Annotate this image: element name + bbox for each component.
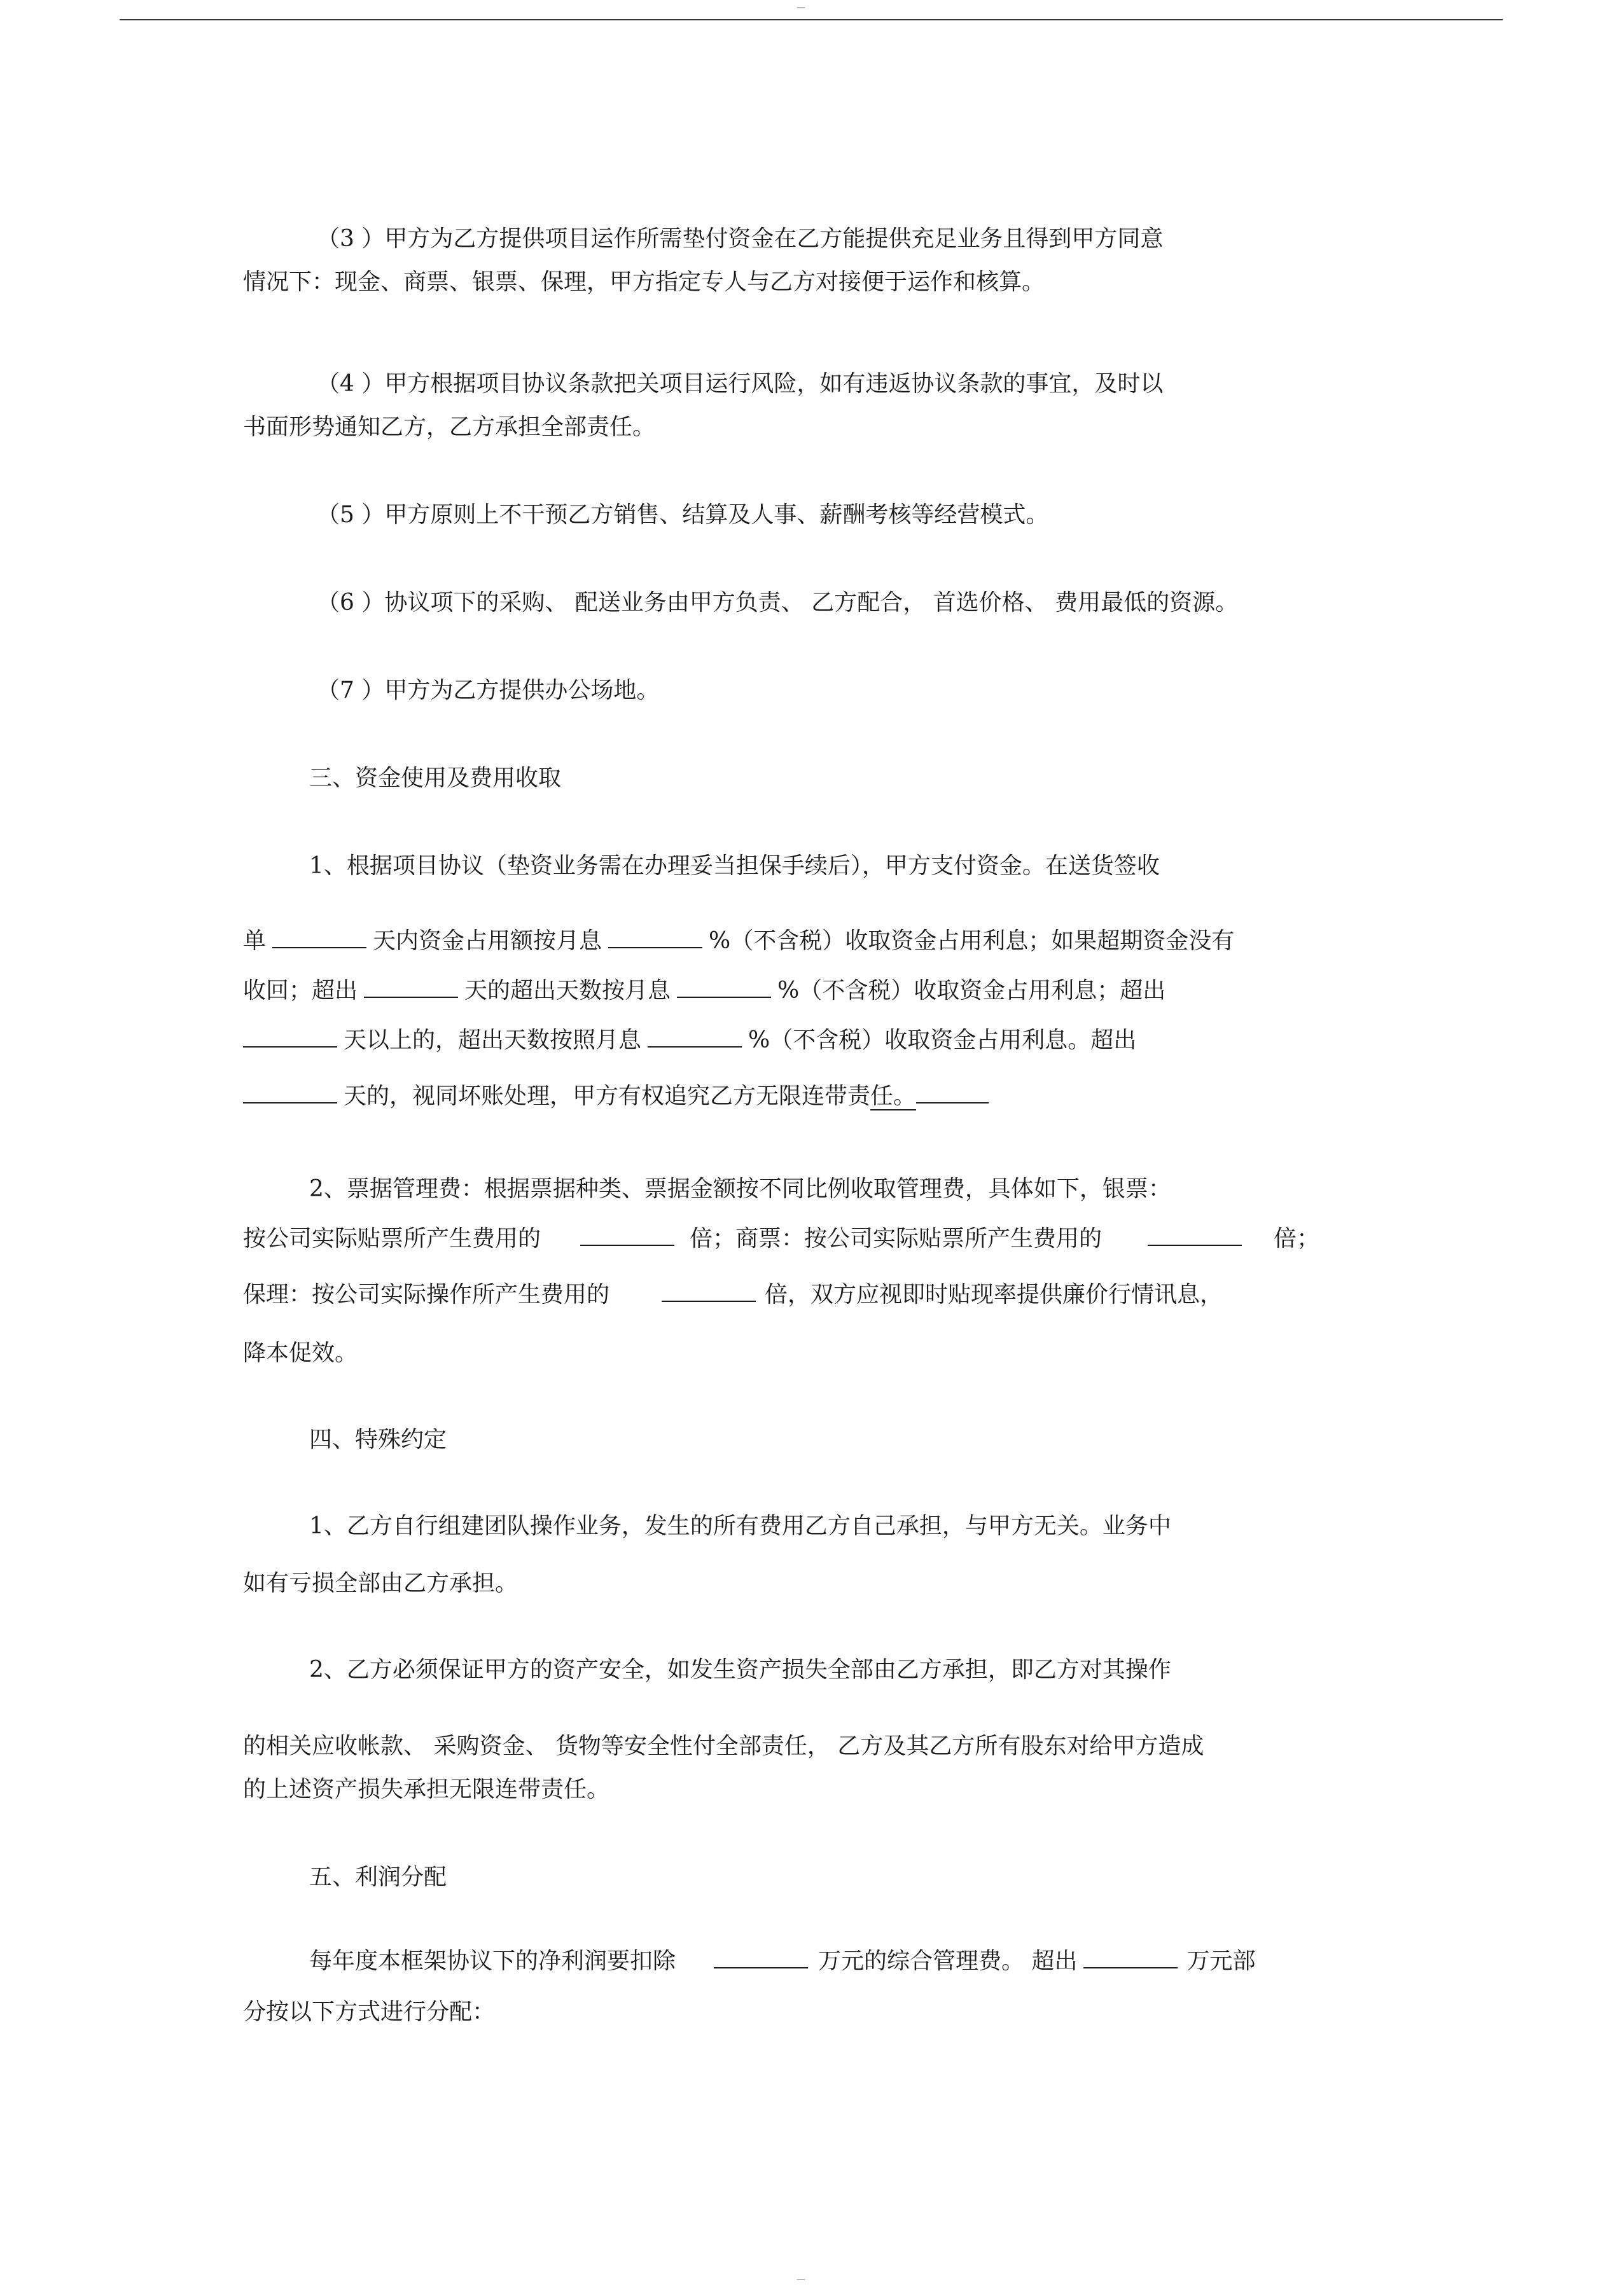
s3-p1-l3b: 天的超出天数按月息 bbox=[464, 978, 671, 1004]
blank-excess-amount[interactable] bbox=[1083, 1948, 1178, 1968]
s3-p1-l3c: %（不含税）收取资金占用利息；超出 bbox=[777, 978, 1166, 1004]
s5-p1-line1 bbox=[309, 1946, 1255, 1977]
section5-heading: 五、利润分配 bbox=[309, 1864, 447, 1890]
s4-p2-line1: 2、乙方必须保证甲方的资产安全，如发生资产损失全部由乙方承担，即乙方对其操作 bbox=[309, 1657, 1171, 1683]
header-rule bbox=[120, 19, 1503, 20]
blank-multiple-2[interactable] bbox=[1148, 1226, 1242, 1246]
item4-line2: 书面形势通知乙方，乙方承担全部责任。 bbox=[243, 414, 656, 440]
blank-days-4[interactable] bbox=[243, 1083, 337, 1103]
blank-multiple-1[interactable] bbox=[580, 1226, 674, 1246]
blank-rate-3[interactable] bbox=[648, 1027, 742, 1048]
s3-p1-l5a: 天的，视同坏账处理，甲方有权追究乙方无限连带责 bbox=[344, 1083, 871, 1109]
s3-p1-l2c: %（不含税）收取资金占用利息；如果超期资金没有 bbox=[709, 928, 1235, 954]
s3-p1-line3 bbox=[243, 976, 1165, 1006]
section3-heading: 三、资金使用及费用收取 bbox=[309, 765, 562, 791]
item5-line1: （5 ）甲方原则上不干预乙方销售、结算及人事、薪酬考核等经营模式。 bbox=[317, 502, 1049, 528]
s3-p1-l3a: 收回；超出 bbox=[243, 978, 358, 1004]
blank-multiple-3[interactable] bbox=[662, 1282, 756, 1302]
s4-p2-line2: 的相关应收帐款、 采购资金、 货物等安全性付全部责任， 乙方及其乙方所有股东对给甲方造成 bbox=[243, 1733, 1204, 1759]
blank-days-2[interactable] bbox=[364, 978, 458, 998]
s3-p2-line4: 降本促效。 bbox=[243, 1340, 358, 1366]
item4-line1: （4 ）甲方根据项目协议条款把关项目运行风险，如有违返协议条款的事宜，及时以 bbox=[317, 371, 1164, 397]
s3-p1-l2b: 天内资金占用额按月息 bbox=[373, 928, 602, 954]
s4-p1-line2: 如有亏损全部由乙方承担。 bbox=[243, 1570, 518, 1596]
s3-p1-line2 bbox=[243, 926, 1234, 957]
s3-p1-l2a: 单 bbox=[243, 928, 267, 954]
s3-p1-line1: 1、根据项目协议（垫资业务需在办理妥当担保手续后），甲方支付资金。在送货签收 bbox=[309, 853, 1160, 879]
s3-p2-l2a: 按公司实际贴票所产生费用的 bbox=[243, 1226, 541, 1252]
blank-rate-2[interactable] bbox=[677, 978, 771, 998]
s3-p1-line5 bbox=[243, 1081, 989, 1112]
s3-p2-line2 bbox=[243, 1224, 1319, 1254]
s3-p1-l4a: 天以上的，超出天数按照月息 bbox=[344, 1027, 642, 1053]
section4-heading: 四、特殊约定 bbox=[309, 1427, 447, 1453]
s3-p2-l3a: 保理：按公司实际操作所产生费用的 bbox=[243, 1282, 610, 1308]
s3-p2-l3b: 倍，双方应视即时贴现率提供廉价行情讯息， bbox=[765, 1282, 1223, 1308]
s4-p2-line3: 的上述资产损失承担无限连带责任。 bbox=[243, 1776, 610, 1802]
s3-p1-l4b: %（不含税）收取资金占用利息。超出 bbox=[748, 1027, 1137, 1053]
s3-p1-l5b: 任。 bbox=[870, 1083, 917, 1109]
footer-mark: — bbox=[797, 2274, 807, 2285]
s3-p1-line4 bbox=[243, 1025, 1136, 1056]
s5-p1-l1c: 万元部 bbox=[1186, 1948, 1256, 1974]
s5-p1-l1b: 万元的综合管理费。 超出 bbox=[818, 1948, 1078, 1974]
s3-p2-l2c: 倍； bbox=[1274, 1226, 1320, 1252]
s3-p2-line1: 2、票据管理费：根据票据种类、票据金额按不同比例收取管理费，具体如下，银票： bbox=[309, 1176, 1171, 1202]
item6-line1: （6 ）协议项下的采购、 配送业务由甲方负责、 乙方配合， 首选价格、 费用最低的资源。 bbox=[317, 590, 1239, 616]
s3-p2-line3 bbox=[243, 1280, 1223, 1310]
s5-p1-l1a: 每年度本框架协议下的净利润要扣除 bbox=[309, 1948, 676, 1974]
blank-days-1[interactable] bbox=[272, 928, 366, 948]
underline-tail bbox=[916, 1083, 989, 1103]
s5-p1-line2: 分按以下方式进行分配： bbox=[243, 1999, 496, 2025]
s3-p2-l2b: 倍；商票：按公司实际贴票所产生费用的 bbox=[690, 1226, 1103, 1252]
header-mark: — bbox=[797, 3, 807, 13]
item7-line1: （7 ）甲方为乙方提供办公场地。 bbox=[317, 677, 660, 703]
blank-rate-1[interactable] bbox=[608, 928, 702, 948]
blank-days-3[interactable] bbox=[243, 1027, 337, 1048]
s4-p1-line1: 1、乙方自行组建团队操作业务，发生的所有费用乙方自己承担，与甲方无关。业务中 bbox=[309, 1513, 1171, 1539]
item3-line2: 情况下：现金、商票、银票、保理，甲方指定专人与乙方对接便于运作和核算。 bbox=[243, 269, 1045, 295]
item3-line1: （3 ）甲方为乙方提供项目运作所需垫付资金在乙方能提供充足业务且得到甲方同意 bbox=[317, 226, 1164, 252]
blank-management-fee[interactable] bbox=[714, 1948, 808, 1968]
